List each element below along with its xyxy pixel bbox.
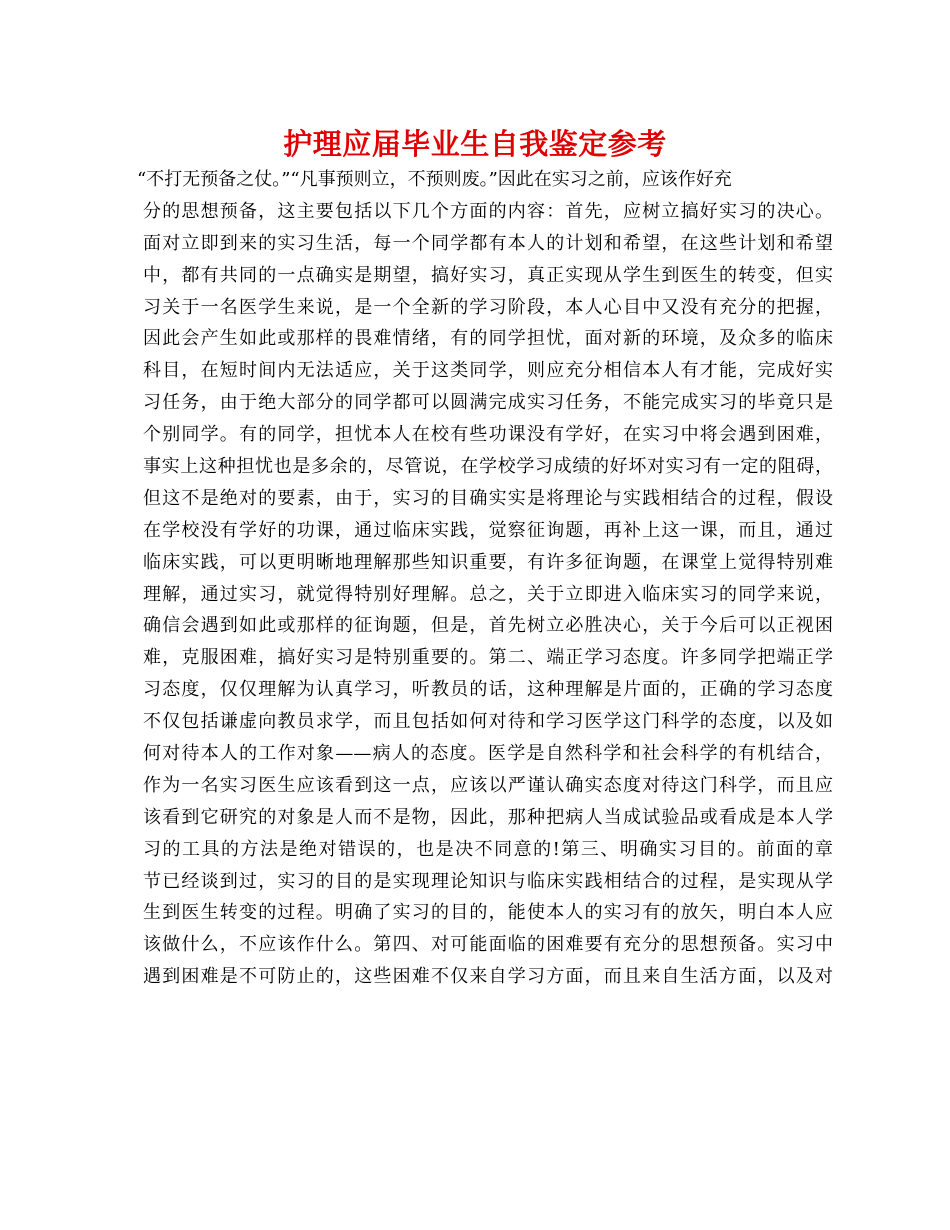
- body-line: 分的思想预备，这主要包括以下几个方面的内容：首先，应树立搞好实习的决心。: [143, 200, 833, 222]
- body-line: 习态度，仅仅理解为认真学习，听教员的话，这种理解是片面的，正确的学习态度: [143, 679, 833, 701]
- body-line: 习的工具的方法是绝对错误的，也是决不同意的!第三、明确实习目的。前面的章: [143, 838, 833, 860]
- body-line: 不仅包括谦虚向教员求学，而且包括如何对待和学习医学这门科学的态度，以及如: [143, 711, 833, 733]
- body-line: 节已经谈到过，实习的目的是实现理论知识与临床实践相结合的过程，是实现从学: [143, 870, 833, 892]
- body-line: 何对待本人的工作对象——病人的态度。医学是自然科学和社会科学的有机结合，: [143, 743, 833, 765]
- body-line: 该做什么，不应该作什么。第四、对可能面临的困难要有充分的思想预备。实习中: [143, 934, 833, 956]
- body-line: 该看到它研究的对象是人而不是物，因此，那种把病人当成试验品或看成是本人学: [143, 806, 833, 828]
- body-line: 生到医生转变的过程。明确了实习的目的，能使本人的实习有的放矢，明白本人应: [143, 902, 833, 924]
- body-line: 在学校没有学好的功课，通过临床实践，觉察征询题，再补上这一课，而且，通过: [143, 519, 833, 541]
- body-line: 但这不是绝对的要素，由于，实习的目确实实是将理论与实践相结合的过程，假设: [143, 487, 833, 509]
- body-line: 科目，在短时间内无法适应，关于这类同学，则应充分相信本人有才能，完成好实: [143, 360, 833, 382]
- body-line: 难，克服困难，搞好实习是特别重要的。第二、端正学习态度。许多同学把端正学: [143, 647, 833, 669]
- body-line: 遇到困难是不可防止的，这些困难不仅来自学习方面，而且来自生活方面，以及对: [143, 966, 833, 988]
- body-line: 面对立即到来的实习生活，每一个同学都有本人的计划和希望，在这些计划和希望: [143, 232, 833, 254]
- body-line: 事实上这种担忧也是多余的，尽管说，在学校学习成绩的好坏对实习有一定的阻碍，: [143, 456, 833, 478]
- body-line: 理解，通过实习，就觉得特别好理解。总之，关于立即进入临床实习的同学来说，: [143, 583, 833, 605]
- body-line: 因此会产生如此或那样的畏难情绪，有的同学担忧，面对新的环境，及众多的临床: [143, 328, 833, 350]
- body-line: 中，都有共同的一点确实是期望，搞好实习，真正实现从学生到医生的转变，但实: [143, 264, 833, 286]
- body-line: 确信会遇到如此或那样的征询题，但是，首先树立必胜决心，关于今后可以正视困: [143, 615, 833, 637]
- body-line: 个别同学。有的同学，担忧本人在校有些功课没有学好，在实习中将会遇到困难，: [143, 424, 833, 446]
- body-line: 作为一名实习医生应该看到这一点，应该以严谨认确实态度对待这门科学，而且应: [143, 774, 833, 796]
- body-line: 习关于一名医学生来说，是一个全新的学习阶段，本人心目中又没有充分的把握，: [143, 296, 833, 318]
- document-title: 护理应届毕业生自我鉴定参考: [283, 127, 667, 161]
- body-line: “不打无预备之仗。”“凡事预则立，不预则废。”因此在实习之前，应该作好充: [137, 169, 732, 190]
- body-line: 习任务，由于绝大部分的同学都可以圆满完成实习任务，不能完成实习的毕竟只是: [143, 392, 833, 414]
- body-line: 临床实践，可以更明晰地理解那些知识重要，有许多征询题，在课堂上觉得特别难: [143, 551, 833, 573]
- document-body: [137, 164, 833, 993]
